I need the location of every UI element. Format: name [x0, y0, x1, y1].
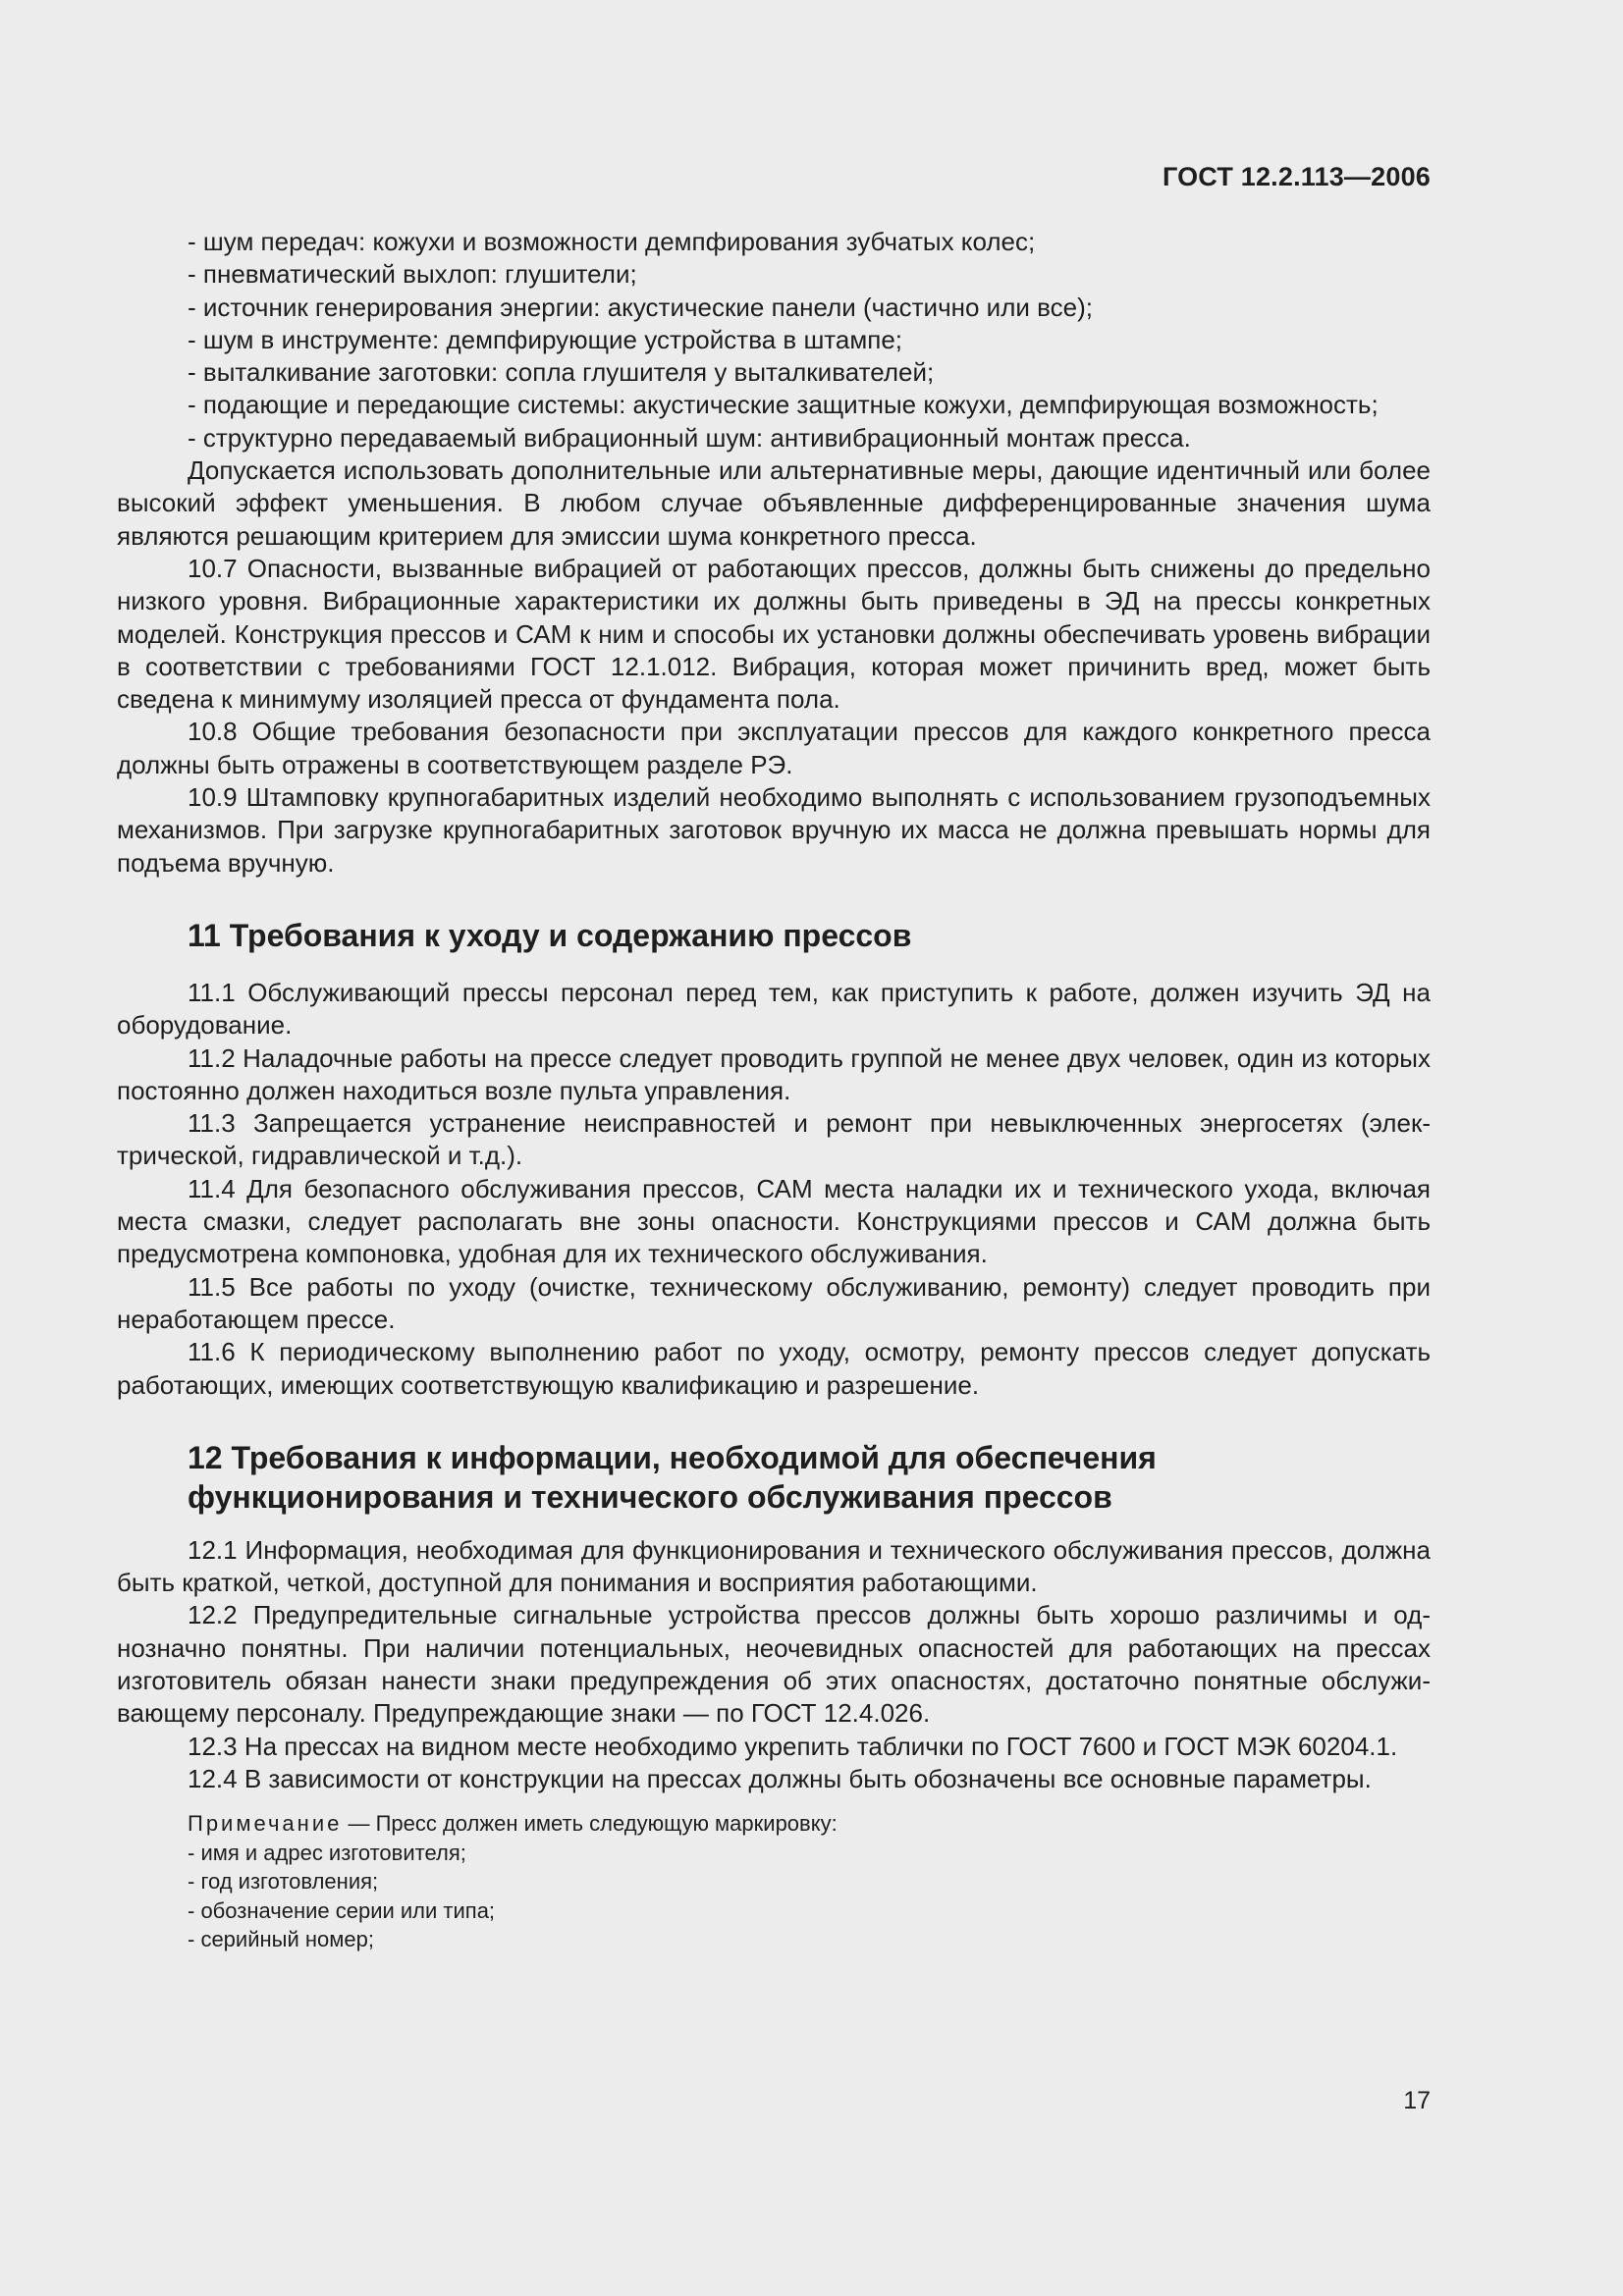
clause-11-1: 11.1 Обслуживающий прессы персонал перед тем, как приступить к работе, должен изучить ЭД на оборудование.: [117, 977, 1431, 1041]
list-item: - источник генерирования энергии: акустические панели (частично или все);: [188, 292, 1093, 322]
list-item: - шум в инструменте: демпфирующие устройства в штампе;: [188, 324, 903, 354]
page-number: 17: [1403, 2087, 1431, 2114]
note-label: Примечание: [188, 1811, 343, 1837]
section-12-heading: [117, 1438, 1431, 1517]
clause-11-2: 11.2 Наладочные работы на прессе следует проводить группой не менее двух человек, один из которых постоянно должен находиться возле пульта управления.: [117, 1042, 1431, 1105]
clause-12-3: 12.3 На прессах на видном месте необходимо укрепить таблички по ГОСТ 7600 и ГОСТ МЭК 60204.1.: [188, 1731, 1398, 1761]
clause-11-4: 11.4 Для безопасного обслуживания прессов, САМ места наладки их и технического ухода, включая места смазки, следует располагать вне зоны опасности. Конструкциями прессов и САМ должна быть предусмотрена компоновка, удобная для их технического обслуживания.: [117, 1173, 1431, 1269]
note-text: — Пресс должен иметь следующую маркировку:: [342, 1811, 838, 1837]
clause-12-2: 12.2 Предупредительные сигнальные устройства прессов должны быть хорошо различимы и однозначно понятны. При наличии потенциальных, неочевидных опасностей для работающих на прессах изготовитель обязан нанести знаки предупреждения об этих опасностях, достаточно понятные обслуживающему персоналу. Предупреждающие знаки — по ГОСТ 12.4.026.: [117, 1600, 1431, 1729]
note-block: [117, 1809, 1431, 1954]
note-item: - обозначение серии или типа;: [188, 1897, 496, 1923]
document-code: ГОСТ 12.2.113—2006: [1162, 162, 1431, 191]
list-item: - структурно передаваемый вибрационный шум: антивибрационный монтаж пресса.: [188, 422, 1191, 453]
section-11-heading: 11 Требования к уходу и содержанию прессов: [188, 917, 912, 953]
clause-11-5: 11.5 Все работы по уходу (очистке, техническому обслуживанию, ремонту) следует проводить при неработающем прессе.: [117, 1271, 1431, 1334]
clause-12-4: 12.4 В зависимости от конструкции на прессах должны быть обозначены все основные параметры.: [188, 1763, 1372, 1793]
clause-10-7: 10.7 Опасности, вызванные вибрацией от работающих прессов, должны быть снижены до предельно низкого уровня. Вибрационные характеристики их должны быть приведены в ЭД на прессы конкретных моделей. Конструкция прессов и САМ к ним и способы их установки должны обеспечивать уровень вибрации в соответствии с требованиями ГОСТ 12.1.012. Вибрация, которая может причинить вред, может быть сведена к минимуму изоляцией пресса от фундамента пола.: [117, 553, 1431, 715]
clause-11-3: 11.3 Запрещается устранение неисправностей и ремонт при невыключенных энергосетях (электрической, гидравлической и т.д.).: [117, 1108, 1431, 1171]
note-item: - серийный номер;: [188, 1927, 374, 1952]
list-item: - выталкивание заготовки: сопла глушителя у выталкивателей;: [188, 357, 935, 388]
note-item: - год изготовления;: [188, 1869, 379, 1895]
note-item: - имя и адрес изготовителя;: [188, 1840, 466, 1865]
paragraph: Допускается использовать дополнительные или альтернативные меры, дающие идентичный или более высокий эффект уменьшения. В любом случае объявленные дифференцированные значения шума являются решающим критерием для эмиссии шума конкретного пресса.: [117, 455, 1431, 551]
section-12-heading-line1: 12 Требования к информации, необходимой для обеспечения: [188, 1439, 1157, 1475]
note-heading: [188, 1809, 1431, 1839]
list-item: - шум передач: кожухи и возможности демпфирования зубчатых колес;: [188, 227, 1036, 256]
clause-12-1: 12.1 Информация, необходимая для функционирования и технического обслуживания прессов, должна быть краткой, четкой, доступной для понимания и восприятия работающими.: [117, 1534, 1431, 1598]
section-12-heading-line2: функционирования и технического обслуживания прессов: [188, 1478, 1112, 1515]
list-item: - подающие и передающие системы: акустические защитные кожухи, демпфирующая возможность;: [188, 390, 1379, 420]
list-item: - пневматический выхлоп: глушители;: [188, 259, 637, 290]
clause-10-9: 10.9 Штамповку крупногабаритных изделий необходимо выполнять с использованием грузоподъемных механизмов. При загрузке крупногабаритных заготовок вручную их масса не должна превышать нормы для подъема вручную.: [117, 782, 1431, 878]
clause-11-6: 11.6 К периодическому выполнению работ по уходу, осмотру, ремонту прессов следует допускать работающих, имеющих соответствующую квалификацию и разрешение.: [117, 1337, 1431, 1400]
document-body: [117, 226, 1431, 1954]
clause-10-8: 10.8 Общие требования безопасности при эксплуатации прессов для каждого конкретного пресса должны быть отражены в соответствующем разделе РЭ.: [117, 717, 1431, 779]
